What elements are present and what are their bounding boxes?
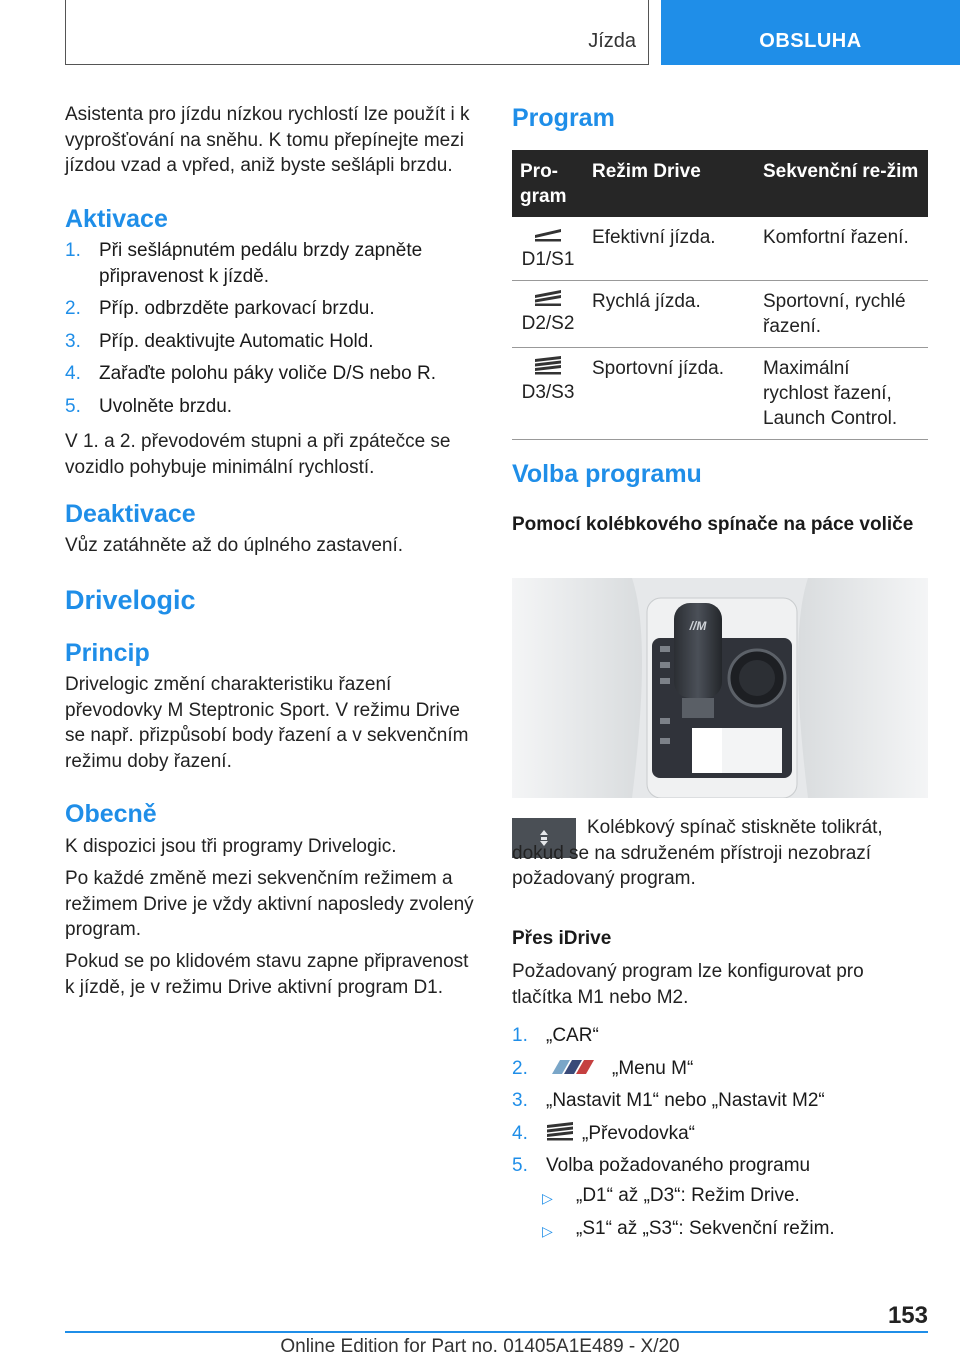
table-cell-drive: Rychlá jízda. [584, 281, 755, 348]
rocker-switch-heading: Pomocí kolébkového spínače na páce voliče [512, 514, 914, 535]
header-section-title: Jízda [588, 30, 636, 52]
drivelogic-heading: Drivelogic [65, 585, 196, 615]
activation-note: V 1. a 2. převodovém stupni a při zpátečce se vozidlo pohybuje minimální rychlostí. [65, 431, 451, 478]
console-illustration [512, 578, 928, 798]
triangle-bullet-icon: ▷ [542, 1222, 553, 1239]
list-item: ▷ „S1“ až „S3“: Sekvenční režim. [542, 1216, 928, 1242]
table-cell-program: D2/S2 [512, 281, 584, 348]
gearbox-icon [546, 1122, 574, 1142]
footer-edition: Online Edition for Part no. 01405A1E489 - X/20 [280, 1336, 680, 1357]
list-item: 4. Zařaďte polohu páky voliče D/S nebo R. [65, 363, 436, 384]
general-paragraph-2: Po každé změně mezi sekvenčním režimem a režimem Drive je vždy aktivní naposledy zvolený program. [65, 868, 474, 940]
list-item: 1. Při sešlápnutém pedálu brzdy zapněte připravenost k jízdě. [65, 240, 423, 287]
table-cell-sequential: Komfortní řazení. [755, 217, 928, 281]
general-heading: Obecně [65, 800, 157, 828]
header-chapter-tab[interactable] [661, 0, 960, 65]
idrive-heading: Přes iDrive [512, 928, 612, 949]
header-section-box [65, 0, 649, 65]
idrive-text: Požadovaný program lze konfigurovat pro tlačítka M1 nebo M2. [512, 961, 864, 1008]
activation-steps [65, 238, 477, 426]
intro-paragraph: Asistenta pro jízdu nízkou rychlostí lze použít i k vyprošťování na sněhu. K tomu přepínejte mezi jízdou vzad a vpřed, aniž byste sešlápli brzdu. [65, 104, 470, 176]
gear-selector-photo [512, 578, 928, 798]
table-cell-sequential: Maximální rychlost řazení, Launch Control. [755, 348, 928, 440]
table-row [512, 348, 928, 440]
activation-heading: Aktivace [65, 205, 168, 233]
gear-level-2-icon [533, 289, 563, 307]
program-selection-heading: Volba programu [512, 460, 702, 488]
principle-text: Drivelogic změní charakteristiku řazení převodovky M Steptronic Sport. V režimu Drive se např. přizpůsobí body řazení a v sekvenčním režimu doby řazení. [65, 674, 469, 772]
table-cell-program: D3/S3 [512, 348, 584, 440]
program-table [512, 150, 928, 440]
table-row [512, 281, 928, 348]
list-item: 3. „Nastavit M1“ nebo „Nastavit M2“ [512, 1090, 825, 1111]
table-header-program: Pro-gram [512, 150, 584, 217]
idrive-substeps [542, 1183, 928, 1241]
table-header-row [512, 150, 928, 217]
gear-level-1-icon [533, 225, 563, 243]
general-paragraph-1: K dispozici jsou tři programy Drivelogic. [65, 836, 397, 857]
list-item: 2. Příp. odbrzděte parkovací brzdu. [65, 298, 375, 319]
list-item: 4. „Převodovka“ [512, 1122, 695, 1144]
general-paragraph-3: Pokud se po klidovém stavu zapne připravenost k jízdě, je v režimu Drive aktivní program D1. [65, 951, 469, 998]
list-item: 2. „Menu M“ [512, 1057, 694, 1079]
list-item: ▷ „D1“ až „D3“: Režim Drive. [542, 1183, 928, 1209]
deactivation-heading: Deaktivace [65, 500, 196, 528]
m-stripes-icon [546, 1058, 602, 1076]
table-row [512, 217, 928, 281]
svg-text://M: //M [689, 619, 707, 633]
idrive-steps [512, 1023, 928, 1186]
deactivation-text: Vůz zatáhněte až do úplného zastavení. [65, 535, 404, 556]
table-cell-program: D1/S1 [512, 217, 584, 281]
header-chapter-title: OBSLUHA [759, 30, 862, 52]
program-heading: Program [512, 104, 615, 132]
footer-divider [65, 1331, 928, 1333]
principle-heading: Princip [65, 639, 150, 667]
table-cell-drive: Efektivní jízda. [584, 217, 755, 281]
table-header-drive: Režim Drive [584, 150, 755, 217]
table-header-sequential: Sekvenční re-žim [755, 150, 928, 217]
rocker-text: Kolébkový spínač stiskněte tolikrát, dokud se na sdruženém přístroji nezobrazí požadovaný program. [512, 817, 883, 889]
list-item: 5. Volba požadovaného programu [512, 1155, 811, 1176]
gear-level-3-icon [533, 356, 563, 376]
list-item: 5. Uvolněte brzdu. [65, 395, 233, 417]
table-cell-sequential: Sportovní, rychlé řazení. [755, 281, 928, 348]
triangle-bullet-icon: ▷ [542, 1190, 553, 1206]
table-cell-drive: Sportovní jízda. [584, 348, 755, 440]
list-item: 1. „CAR“ [512, 1025, 599, 1046]
page-number: 153 [887, 1302, 928, 1329]
list-item: 3. Příp. deaktivujte Automatic Hold. [65, 330, 374, 352]
